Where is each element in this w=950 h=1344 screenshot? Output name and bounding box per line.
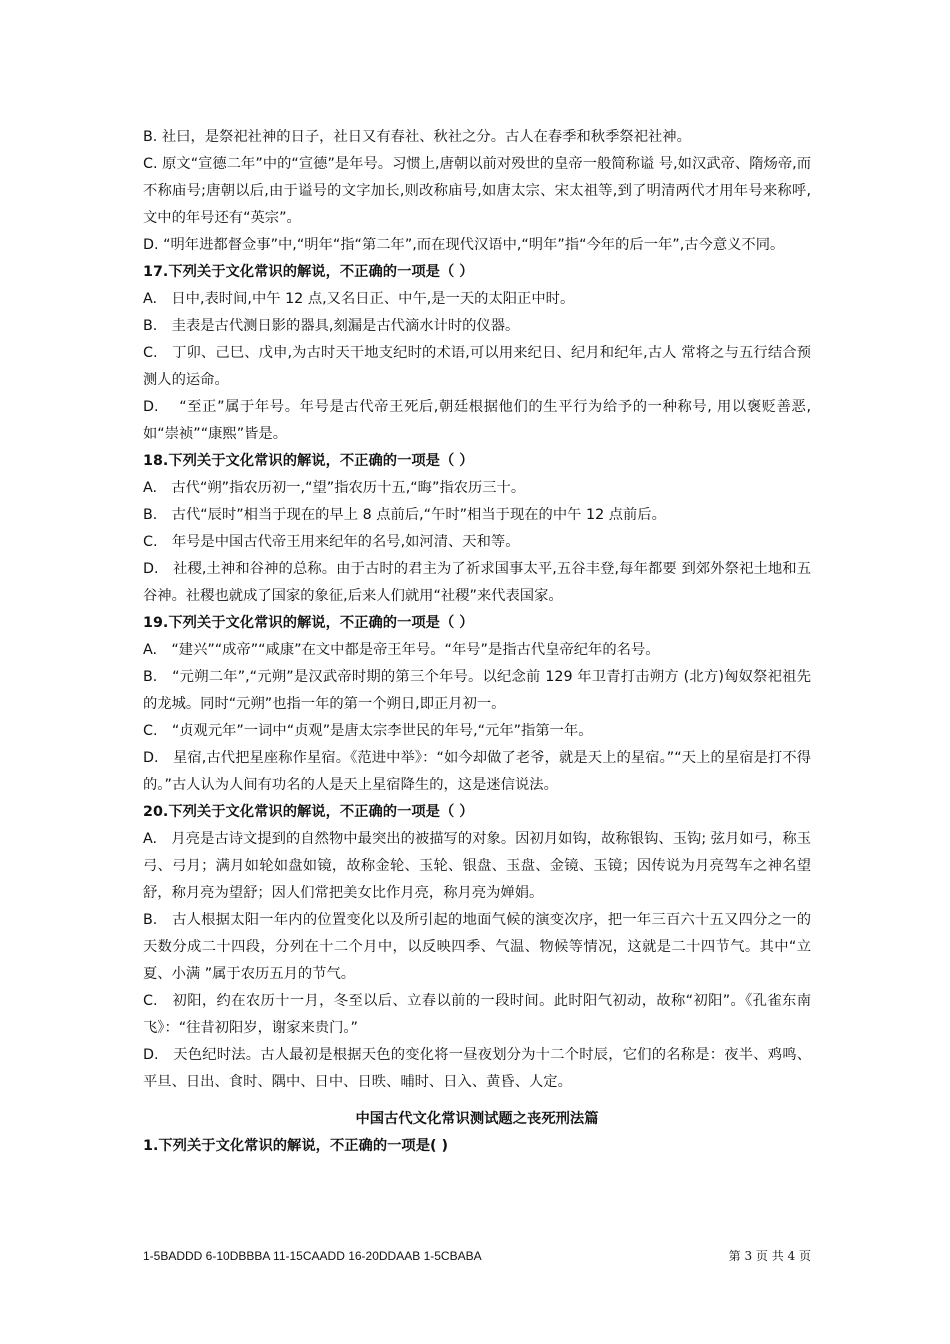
option-line: A. “建兴”“成帝”“咸康”在文中都是帝王年号。“年号”是指古代皇帝纪年的名号。: [143, 642, 660, 658]
option-line: C. 初阳，约在农历十一月，冬至以后、立春以前的一段时间。此时阳气初动，故称“初阳”。《孔雀东南飞》：“往昔初阳岁，谢家来贵门。”: [143, 993, 811, 1036]
option-line: C. “贞观元年”一词中“贞观”是唐太宗李世民的年号,“元年”指第一年。: [143, 723, 593, 739]
option-line: D. 社稷,土神和谷神的总称。由于古时的君主为了祈求国事太平,五谷丰登,每年都要 到郊外祭祀土地和五谷神。社稷也就成了国家的象征,后来人们就用“社稷”来代表国家。: [143, 561, 811, 604]
question-heading: 1.下列关于文化常识的解说，不正确的一项是( ): [143, 1138, 449, 1154]
option-line: D. 星宿,古代把星座称作星宿。《范进中举》：“如今却做了老爷，就是天上的星宿。”“天上的星宿是打不得的。”古人认为人间有功名的人是天上星宿降生的，这是迷信说法。: [143, 750, 811, 793]
option-line: B. “元朔二年”,“元朔”是汉武帝时期的第三个年号。以纪念前 129 年卫青打击朔方 (北方)匈奴祭祀祖先的龙城。同时“元朔”也指一年的第一个朔日,即正月初一。: [143, 669, 811, 712]
option-line: C. 年号是中国古代帝王用来纪年的名号,如河清、天和等。: [143, 534, 520, 550]
option-line: B. 圭表是古代测日影的器具,刻漏是古代滴水计时的仪器。: [143, 318, 520, 334]
option-line: D. 天色纪时法。古人最初是根据天色的变化将一昼夜划分为十二个时辰，它们的名称是：夜半、鸡鸣、平旦、日出、食时、隅中、日中、日昳、晡时、日入、黄昏、人定。: [143, 1047, 811, 1090]
option-line: A. 月亮是古诗文提到的自然物中最突出的被描写的对象。因初月如钩，故称银钩、玉钩; 弦月如弓，称玉弓、弓月；满月如轮如盘如镜，故称金轮、玉轮、银盘、玉盘、金镜、玉镜；因传说为月亮驾车之神名望舒，称月亮为望舒；因人们常把美女比作月亮，称月亮为婵娟。: [143, 831, 811, 901]
page-footer: [143, 1246, 811, 1266]
option-line: B. 古代“辰时”相当于现在的早上 8 点前后,“午时”相当于现在的中午 12 点前后。: [143, 507, 666, 523]
option-line: B. 古人根据太阳一年内的位置变化以及所引起的地面气候的演变次序，把一年三百六十五又四分之一的天数分成二十四段，分列在十二个月中，以反映四季、气温、物候等情况，这就是二十四节气。其中“立夏、小满 ”属于农历五月的节气。: [143, 912, 811, 982]
option-line: C. 丁卯、己巳、戊申,为古时天干地支纪时的术语,可以用来纪日、纪月和纪年,古人 常将之与五行结合预测人的运命。: [143, 345, 811, 388]
text-line: D. “明年进都督佥事”中,“明年“指“第二年”,而在现代汉语中,“明年”指“今年的后一年”,古今意义不同。: [143, 237, 785, 253]
question-heading: 17.下列关于文化常识的解说，不正确的一项是（ ）: [143, 264, 474, 280]
page-number: 第 3 页 共 4 页: [728, 1249, 811, 1263]
option-line: A. 古代“朔”指农历初一,“望”指农历十五,“晦”指农历三十。: [143, 480, 526, 496]
answer-key: 1-5BADDD 6-10DBBBA 11-15CAADD 16-20DDAAB 1-5CBABA: [143, 1249, 482, 1263]
section-gap: [143, 1096, 811, 1106]
question-heading: 19.下列关于文化常识的解说，不正确的一项是（ ）: [143, 615, 474, 631]
section-title: 中国古代文化常识测试题之丧死刑法篇: [355, 1111, 599, 1127]
option-line: D. “至正”属于年号。年号是古代帝王死后,朝廷根据他们的生平行为给予的一种称号, 用以褒贬善恶,如“崇祯”“康熙”皆是。: [143, 399, 811, 442]
page-content: [143, 124, 811, 1160]
text-line: B. 社曰，是祭祀社神的日子，社日又有春社、秋社之分。古人在春季和秋季祭祀社神。: [143, 129, 691, 145]
question-heading: 18.下列关于文化常识的解说，不正确的一项是（ ）: [143, 453, 474, 469]
text-line: C. 原文“宣德二年”中的“宣德”是年号。习惯上,唐朝以前对殁世的皇帝一般简称谥 号,如汉武帝、隋炀帝,而不称庙号;唐朝以后,由于谥号的文字加长,则改称庙号,如唐太宗、宋太祖等,到了明清两代才用年号来称呼,文中的年号还有“英宗”。: [143, 156, 811, 226]
question-heading: 20.下列关于文化常识的解说，不正确的一项是（ ）: [143, 804, 474, 820]
option-line: A. 日中,表时间,中午 12 点,又名日正、中午,是一天的太阳正中时。: [143, 291, 575, 307]
